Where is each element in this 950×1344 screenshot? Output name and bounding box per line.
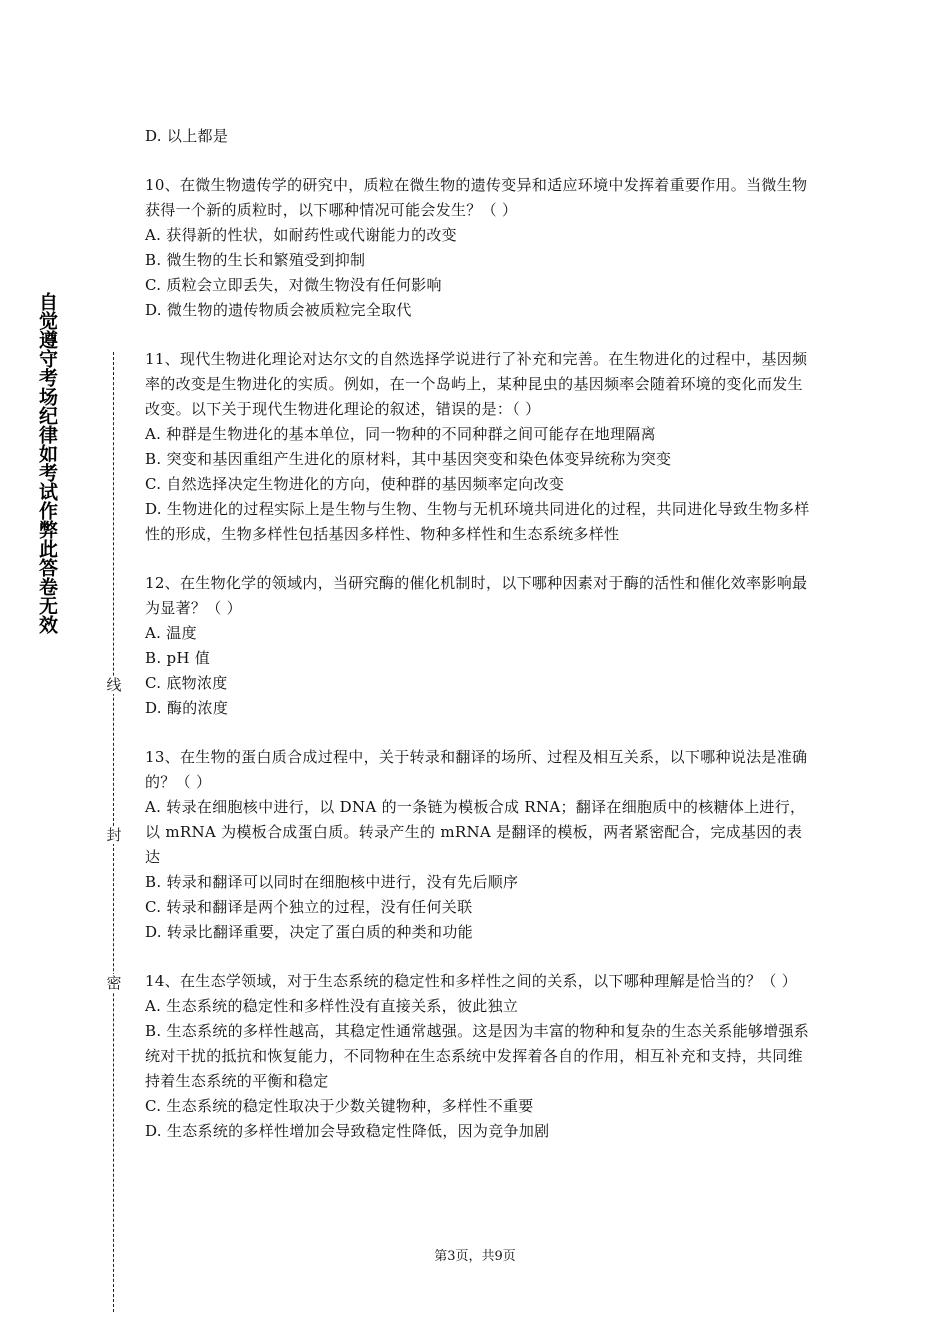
question-13 <box>145 745 810 945</box>
option-c: C. 自然选择决定生物进化的方向，使种群的基因频率定向改变 <box>145 475 565 493</box>
question-12 <box>145 571 810 721</box>
question-stem: 14、在生态学领域，对于生态系统的稳定性和多样性之间的关系，以下哪种理解是恰当的？（ ） <box>145 972 798 990</box>
option-b: B. pH 值 <box>145 649 211 667</box>
exam-warning: 自觉遵守考场纪律如考试作弊此答卷无效 <box>36 292 58 634</box>
option-c: C. 底物浓度 <box>145 674 228 692</box>
option-d: D. 转录比翻译重要，决定了蛋白质的种类和功能 <box>145 923 473 941</box>
option-b: B. 转录和翻译可以同时在细胞核中进行，没有先后顺序 <box>145 873 519 891</box>
option-c: C. 生态系统的稳定性取决于少数关键物种，多样性不重要 <box>145 1097 534 1115</box>
question-stem: 10、在微生物遗传学的研究中，质粒在微生物的遗传变异和适应环境中发挥着重要作用。当微生物获得一个新的质粒时，以下哪种情况可能会发生？（ ） <box>145 176 808 219</box>
option-d: D. 微生物的遗传物质会被质粒完全取代 <box>145 301 412 319</box>
binding-margin <box>0 0 130 1344</box>
question-11 <box>145 347 810 547</box>
question-stem: 13、在生物的蛋白质合成过程中，关于转录和翻译的场所、过程及相互关系，以下哪种说法是准确的？（ ） <box>145 748 808 791</box>
question-content <box>145 124 810 1168</box>
option-a: A. 获得新的性状，如耐药性或代谢能力的改变 <box>145 226 457 244</box>
option-b: B. 生态系统的多样性越高，其稳定性通常越强。这是因为丰富的物种和复杂的生态关系能够增强系统对干扰的抵抗和恢复能力，不同物种在生态系统中发挥着各自的作用，相互补充和支持，共同维持着生态系统的平衡和稳定 <box>145 1022 810 1090</box>
binding-label-seal: 封 <box>106 826 122 844</box>
question-stem: 11、现代生物进化理论对达尔文的自然选择学说进行了补充和完善。在生物进化的过程中，基因频率的改变是生物进化的实质。例如，在一个岛屿上，某种昆虫的基因频率会随着环境的变化而发生改变。以下关于现代生物进化理论的叙述，错误的是：（ ） <box>145 350 808 418</box>
option-a: A. 转录在细胞核中进行，以 DNA 的一条链为模板合成 RNA；翻译在细胞质中的核糖体上进行，以 mRNA 为模板合成蛋白质。转录产生的 mRNA 是翻译的模板，两者紧密配合，完成基因的表达 <box>145 798 806 866</box>
option-d: D. 生态系统的多样性增加会导致稳定性降低，因为竞争加剧 <box>145 1122 550 1140</box>
binding-label-line: 线 <box>106 676 122 694</box>
option-d: D. 酶的浓度 <box>145 699 229 717</box>
option-a: A. 温度 <box>145 624 197 642</box>
question-9-tail <box>145 124 810 149</box>
option-a: A. 生态系统的稳定性和多样性没有直接关系，彼此独立 <box>145 997 519 1015</box>
option-d: D. 以上都是 <box>145 127 229 145</box>
option-b: B. 突变和基因重组产生进化的原材料，其中基因突变和染色体变异统称为突变 <box>145 450 672 468</box>
option-c: C. 质粒会立即丢失，对微生物没有任何影响 <box>145 276 442 294</box>
option-d: D. 生物进化的过程实际上是生物与生物、生物与无机环境共同进化的过程，共同进化导致生物多样性的形成，生物多样性包括基因多样性、物种多样性和生态系统多样性 <box>145 500 810 543</box>
question-10 <box>145 173 810 323</box>
option-b: B. 微生物的生长和繁殖受到抑制 <box>145 251 366 269</box>
question-stem: 12、在生物化学的领域内，当研究酶的催化机制时，以下哪种因素对于酶的活性和催化效率影响最为显著？（ ） <box>145 574 808 617</box>
binding-label-secret: 密 <box>106 974 122 992</box>
page-footer: 第3页，共9页 <box>434 1249 516 1264</box>
option-a: A. 种群是生物进化的基本单位，同一物种的不同种群之间可能存在地理隔离 <box>145 425 656 443</box>
option-c: C. 转录和翻译是两个独立的过程，没有任何关联 <box>145 898 473 916</box>
question-14 <box>145 969 810 1144</box>
